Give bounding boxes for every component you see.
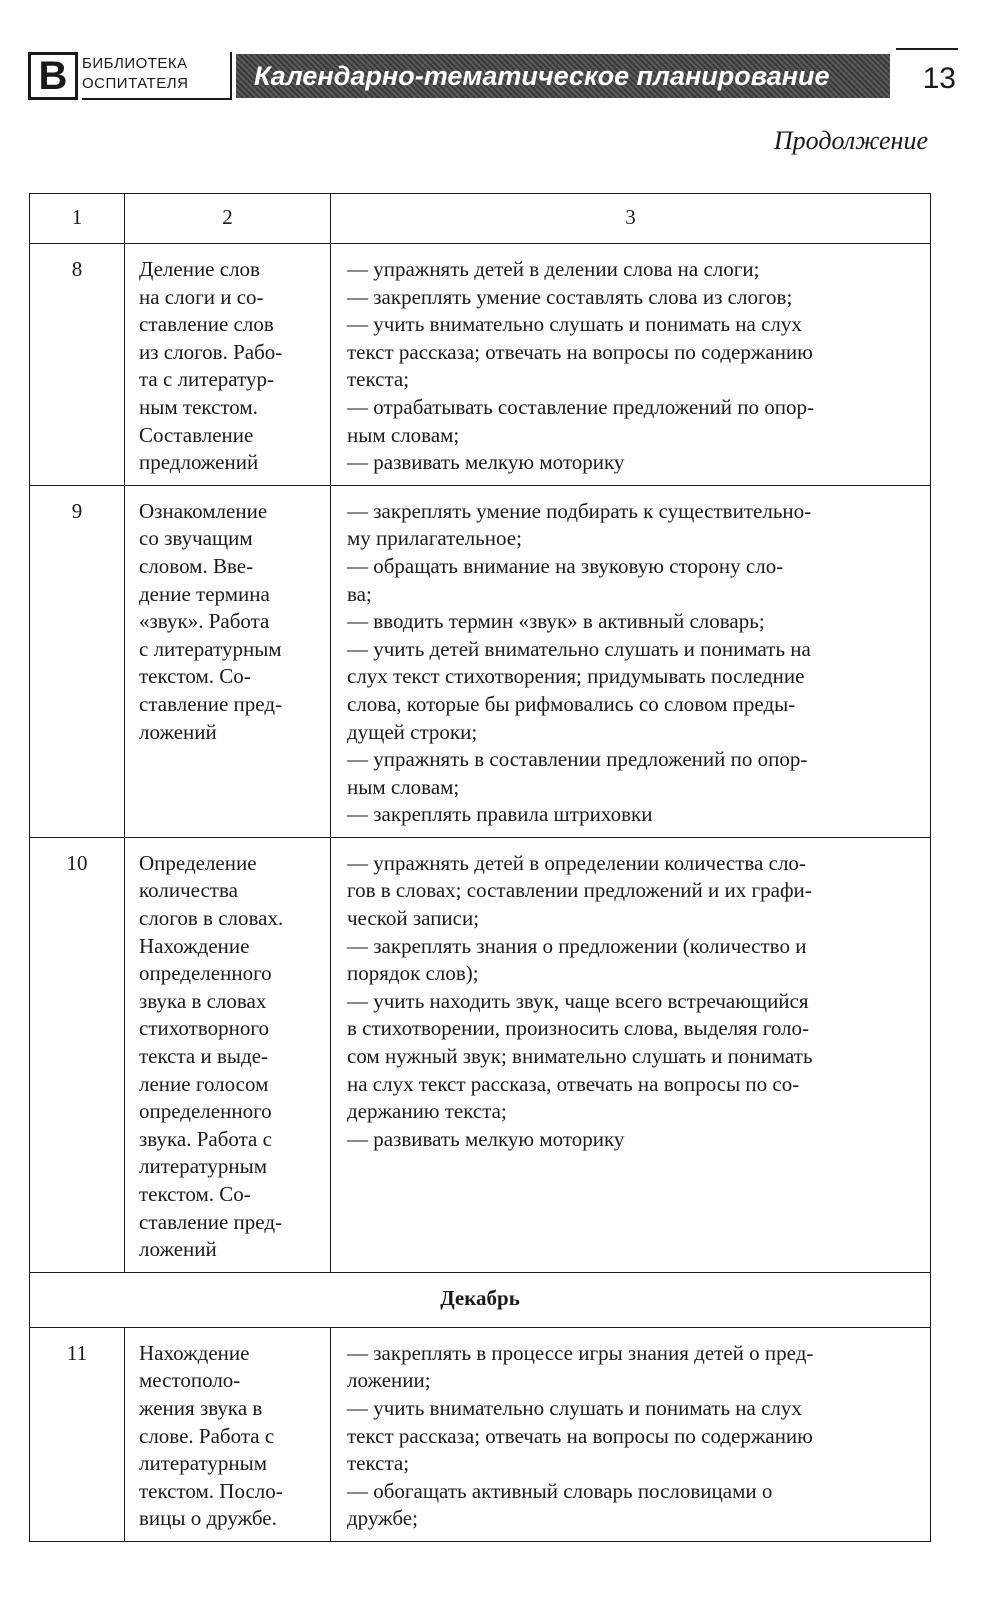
- lesson-goals: [331, 1327, 931, 1541]
- goal-line: — закреплять правила штриховки: [347, 802, 653, 827]
- topic-line: ление голосом: [139, 1071, 269, 1096]
- library-logo: В: [28, 52, 78, 100]
- topic-line: слогов в словах.: [139, 906, 284, 931]
- topic-line: Нахождение: [139, 1340, 250, 1365]
- goal-line: — учить внимательно слушать и понимать на слух: [347, 312, 802, 337]
- topic-line: местополо-: [139, 1368, 241, 1393]
- topic-line: та с литератур-: [139, 367, 274, 392]
- topic-line: текстом. Со-: [139, 1182, 251, 1206]
- goal-line: — развивать мелкую моторику: [347, 450, 625, 475]
- table-row: [30, 1327, 931, 1541]
- goal-line: — развивать мелкую моторику: [347, 1126, 625, 1151]
- goal-line: ным словам;: [347, 422, 460, 447]
- topic-line: словом. Вве-: [139, 553, 254, 578]
- goal-line: — учить внимательно слушать и понимать на слух: [347, 1395, 802, 1420]
- lesson-topic: [125, 244, 331, 486]
- topic-line: Деление слов: [139, 257, 260, 281]
- goal-line: — закреплять в процессе игры знания детей о пред-: [347, 1340, 814, 1365]
- table-row: [30, 485, 931, 837]
- topic-line: определенного: [139, 961, 272, 986]
- topic-line: литературным: [139, 1451, 268, 1476]
- table-header-row: [30, 194, 931, 244]
- goal-line: — закреплять умение подбирать к существительно-: [347, 498, 812, 523]
- lesson-goals: [331, 485, 931, 837]
- topic-line: дение термина: [139, 581, 270, 606]
- table-row: [30, 244, 931, 486]
- topic-line: со звучащим: [139, 526, 253, 551]
- topic-line: Определение: [139, 850, 257, 875]
- topic-line: с литературным: [139, 636, 282, 661]
- goal-line: — закреплять умение составлять слова из слогов;: [347, 284, 793, 309]
- goal-line: ческой записи;: [347, 906, 480, 931]
- page-number: 13: [896, 48, 958, 104]
- goal-line: держанию текста;: [347, 1099, 507, 1124]
- topic-line: слове. Работа с: [139, 1423, 275, 1448]
- topic-line: определенного: [139, 1099, 272, 1124]
- month-label: Декабрь: [30, 1272, 931, 1327]
- topic-line: текста и выде-: [139, 1044, 269, 1069]
- goal-line: гов в словах; составлении предложений и их графи-: [347, 878, 812, 903]
- lesson-number: 10: [30, 837, 125, 1272]
- topic-line: ным текстом.: [139, 394, 258, 419]
- topic-line: текстом. Посло-: [139, 1478, 283, 1503]
- topic-line: стихотворного: [139, 1016, 269, 1041]
- topic-line: звука в словах: [139, 988, 267, 1013]
- goal-line: в стихотворении, произносить слова, выделяя голо-: [347, 1016, 810, 1041]
- goal-line: порядок слов);: [347, 961, 479, 986]
- goal-line: текста;: [347, 1451, 410, 1476]
- topic-line: жения звука в: [139, 1395, 263, 1420]
- lesson-goals: [331, 244, 931, 486]
- topic-line: предложений: [139, 450, 259, 475]
- lesson-topic: [125, 837, 331, 1272]
- goal-line: — обращать внимание на звуковую сторону сло-: [347, 553, 784, 578]
- goal-line: — учить детей внимательно слушать и понимать на: [347, 636, 811, 661]
- month-row: [30, 1272, 931, 1327]
- lesson-topic: [125, 1327, 331, 1541]
- goal-line: ным словам;: [347, 774, 460, 799]
- topic-line: ставление пред-: [139, 1209, 283, 1234]
- goal-line: му прилагательное;: [347, 526, 522, 551]
- goal-line: — закреплять знания о предложении (количество и: [347, 933, 807, 958]
- library-name-line2: ОСПИТАТЕЛЯ: [82, 75, 189, 92]
- lesson-number: 8: [30, 244, 125, 486]
- section-title: Календарно-тематическое планирование: [236, 54, 890, 98]
- topic-line: количества: [139, 878, 238, 903]
- topic-line: вицы о дружбе.: [139, 1506, 277, 1531]
- topic-line: Ознакомление: [139, 498, 268, 523]
- goal-line: — упражнять в составлении предложений по опор-: [347, 747, 808, 772]
- topic-line: литературным: [139, 1154, 268, 1179]
- library-name: [82, 52, 232, 100]
- topic-line: ложений: [139, 719, 217, 744]
- goal-line: дущей строки;: [347, 719, 478, 744]
- column-header-3: 3: [331, 194, 931, 244]
- topic-line: из слогов. Рабо-: [139, 339, 283, 364]
- goal-line: слова, которые бы рифмовались со словом преды-: [347, 691, 796, 716]
- column-header-2: 2: [125, 194, 331, 244]
- table-row: [30, 837, 931, 1272]
- topic-line: ставление пред-: [139, 691, 283, 716]
- goal-line: слух текст стихотворения; придумывать последние: [347, 664, 805, 689]
- goal-line: — упражнять детей в определении количества сло-: [347, 850, 806, 875]
- goal-line: — отрабатывать составление предложений по опор-: [347, 394, 814, 419]
- lesson-number: 11: [30, 1327, 125, 1541]
- continuation-label: Продолжение: [773, 126, 928, 155]
- goal-line: сом нужный звук; внимательно слушать и понимать: [347, 1044, 813, 1069]
- page-header: [28, 48, 956, 104]
- topic-line: ложений: [139, 1237, 217, 1262]
- goal-line: ва;: [347, 581, 372, 606]
- goal-line: — упражнять детей в делении слова на слоги;: [347, 257, 760, 281]
- topic-line: «звук». Работа: [139, 609, 270, 634]
- goal-line: ложении;: [347, 1368, 431, 1393]
- goal-line: — обогащать активный словарь пословицами о: [347, 1478, 773, 1503]
- library-name-line1: БИБЛИОТЕКА: [82, 55, 188, 72]
- lesson-goals: [331, 837, 931, 1272]
- topic-line: ставление слов: [139, 312, 274, 337]
- goal-line: текст рассказа; отвечать на вопросы по содержанию: [347, 339, 813, 364]
- goal-line: текст рассказа; отвечать на вопросы по содержанию: [347, 1423, 813, 1448]
- goal-line: — вводить термин «звук» в активный словарь;: [347, 609, 765, 634]
- topic-line: Составление: [139, 422, 254, 447]
- column-header-1: 1: [30, 194, 125, 244]
- goal-line: на слух текст рассказа, отвечать на вопросы по со-: [347, 1071, 800, 1096]
- planning-table: [29, 193, 931, 1542]
- topic-line: на слоги и со-: [139, 284, 264, 309]
- topic-line: звука. Работа с: [139, 1126, 272, 1151]
- topic-line: текстом. Со-: [139, 664, 251, 689]
- goal-line: — учить находить звук, чаще всего встречающийся: [347, 988, 809, 1013]
- goal-line: дружбе;: [347, 1506, 418, 1531]
- lesson-number: 9: [30, 485, 125, 837]
- goal-line: текста;: [347, 367, 410, 392]
- lesson-topic: [125, 485, 331, 837]
- topic-line: Нахождение: [139, 933, 250, 958]
